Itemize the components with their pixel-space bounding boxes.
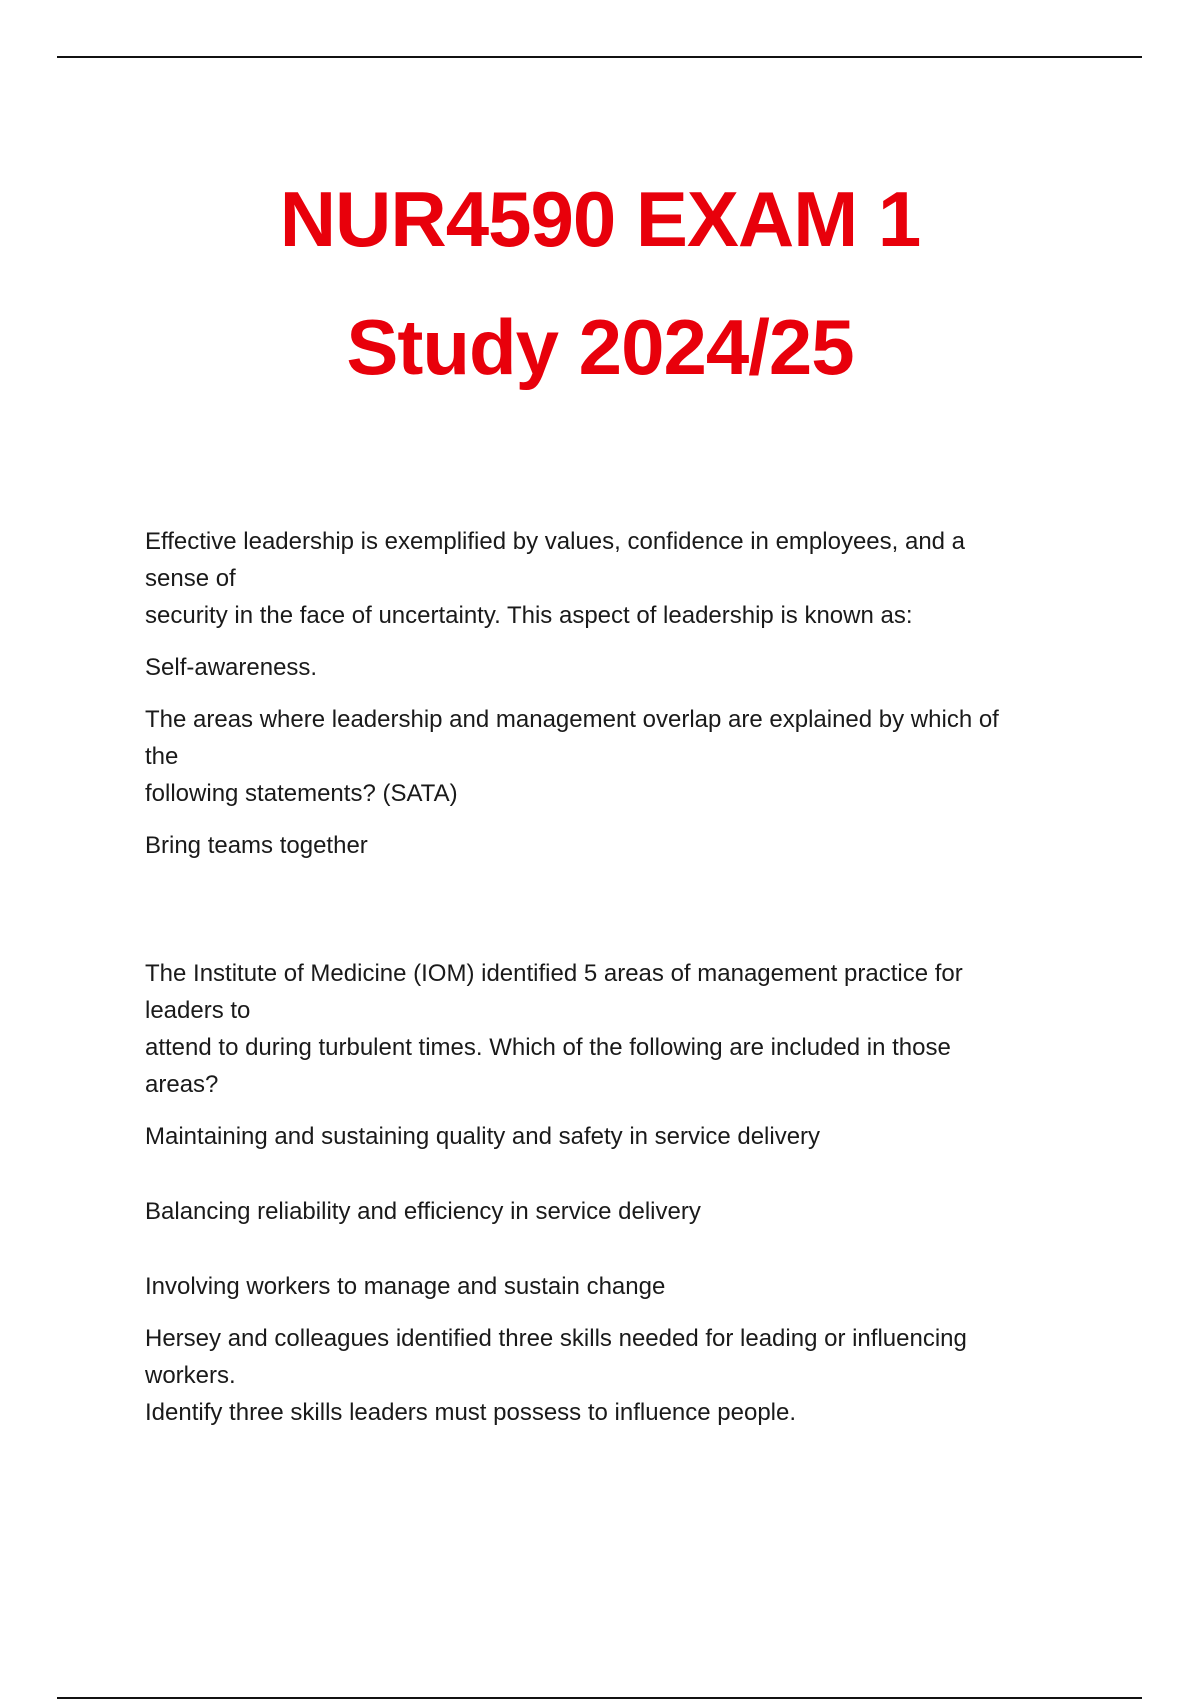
question-3-line-2: leaders to	[145, 997, 251, 1024]
question-3	[145, 955, 1075, 1103]
study-content	[145, 523, 1075, 1446]
page-title	[0, 155, 1200, 411]
question-3-line-3: attend to during turbulent times. Which of the following are included in those	[145, 1034, 951, 1061]
spacer	[145, 879, 1075, 955]
question-1-line-3: security in the face of uncertainty. This aspect of leadership is known as:	[145, 602, 913, 629]
question-3-line-4: areas?	[145, 1071, 219, 1098]
question-2-line-2: the	[145, 743, 179, 770]
question-3-line-1: The Institute of Medicine (IOM) identified 5 areas of management practice for	[145, 960, 963, 987]
answer-3-option-2: Balancing reliability and efficiency in service delivery	[145, 1198, 701, 1225]
bottom-divider	[57, 1697, 1142, 1699]
question-4-line-3: Identify three skills leaders must possess to influence people.	[145, 1399, 797, 1426]
answer-1: Self-awareness.	[145, 654, 318, 681]
question-1-line-1: Effective leadership is exemplified by values, confidence in employees, and a	[145, 528, 966, 555]
top-divider	[57, 56, 1142, 58]
question-2-line-1: The areas where leadership and management overlap are explained by which of	[145, 706, 999, 733]
answer-3-option-3: Involving workers to manage and sustain change	[145, 1273, 666, 1300]
answer-2: Bring teams together	[145, 832, 368, 859]
question-1-line-2: sense of	[145, 565, 236, 592]
question-2-line-3: following statements? (SATA)	[145, 780, 458, 807]
question-2	[145, 701, 1075, 812]
title-line-2: Study 2024/25	[346, 303, 854, 391]
title-line-1: NUR4590 EXAM 1	[279, 175, 921, 263]
question-4-line-1: Hersey and colleagues identified three skills needed for leading or influencing	[145, 1325, 967, 1352]
question-4-line-2: workers.	[145, 1362, 236, 1389]
answer-3-option-1: Maintaining and sustaining quality and safety in service delivery	[145, 1123, 821, 1150]
question-1	[145, 523, 1075, 634]
question-4	[145, 1320, 1075, 1431]
